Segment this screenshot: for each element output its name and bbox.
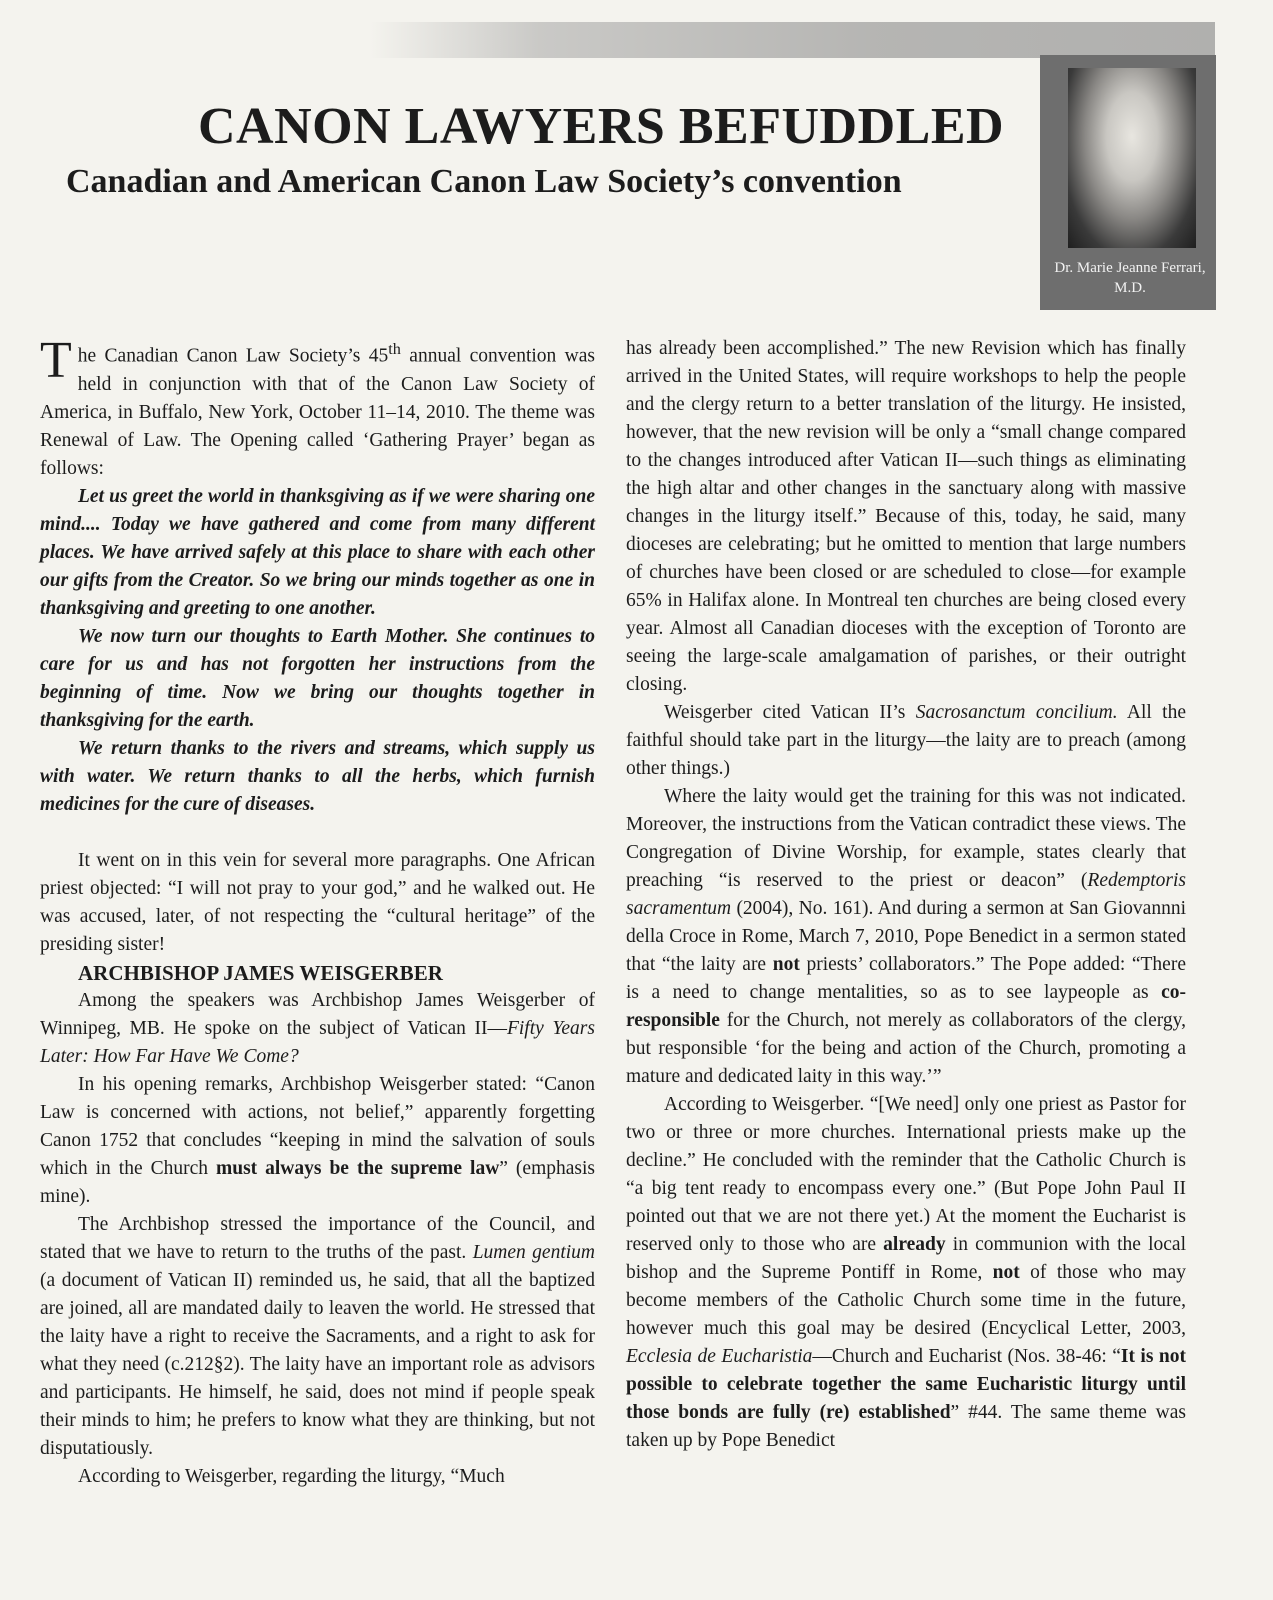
- vein-paragraph: It went on in this vein for several more paragraphs. One African priest objected: “I will not pray to your god,” and he walked out. He was accused, later, of not respecting the “cultural heritage” of the presiding sister!: [40, 849, 595, 955]
- left-column: [40, 332, 596, 1491]
- subheadline: Canadian and American Canon Law Society’s convention: [66, 163, 902, 200]
- prayer-paragraph-1: Let us greet the world in thanksgiving as if we were sharing one mind.... Today we have gathered and come from many different places. We have arrived safely at this place to share with each other our gifts from the Creator. So we bring our minds together as one in thanksgiving and greeting to one another.: [40, 485, 595, 619]
- section-heading: ARCHBISHOP JAMES WEISGERBER: [78, 960, 443, 985]
- continuation-paragraph: has already been accomplished.” The new Revision which has finally arrived in the United States, will require workshops to help the people and the clergy return to a better translation of the liturgy. He insisted, however, that the new revision will be only a “small change compared to the changes introduced after Vatican II—such things as eliminating the high altar and other changes in the sanctuary along with massive changes in the liturgy itself.” Because of this, today, he said, many dioceses are celebrating; but he omitted to mention that large numbers of churches have been closed or are scheduled to close—for example 65% in Halifax alone. In Montreal ten churches are being closed every year. Almost all Canadian dioceses with the exception of Toronto are seeing the large-scale amalgamation of parishes, or their outright closing.: [626, 338, 1186, 695]
- author-photo: [1068, 68, 1196, 248]
- photo-caption: Dr. Marie Jeanne Ferrari, M.D.: [1054, 260, 1206, 296]
- opening-remarks-paragraph: In his opening remarks, Archbishop Weisgerber stated: “Canon Law is concerned with actions, not belief,” apparently forgetting Canon 1752 that concludes “keeping in mind the salvation of souls which in the Church must always be the supreme law” (emphasis mine).: [40, 1073, 595, 1207]
- prayer-paragraph-3: We return thanks to the rivers and streams, which supply us with water. We return thanks to all the herbs, which furnish medicines for the cure of diseases.: [40, 737, 595, 815]
- cited-paragraph: Weisgerber cited Vatican II’s Sacrosanctum concilium. All the faithful should take part in the liturgy—the laity are to preach (among other things.): [626, 702, 1186, 779]
- right-column: [626, 335, 1186, 1455]
- intro-paragraph: The Canadian Canon Law Society’s 45th annual convention was held in conjunction with that of the Canon Law Society of America, in Buffalo, New York, October 11–14, 2010. The theme was Renewal of Law. The Opening called ‘Gathering Prayer’ began as follows:: [40, 332, 595, 479]
- paragraph-gap: [40, 819, 595, 847]
- drop-cap: T: [40, 332, 72, 389]
- headline: CANON LAWYERS BEFUDDLED: [198, 98, 1005, 155]
- prayer-paragraph-2: We now turn our thoughts to Earth Mother. She continues to care for us and has not forgotten her instructions from the beginning of time. Now we bring our thoughts together in thanksgiving for the earth.: [40, 625, 595, 731]
- liturgy-paragraph-start: According to Weisgerber, regarding the liturgy, “Much: [78, 1465, 505, 1487]
- header-texture-band: [370, 22, 1215, 58]
- speakers-paragraph: Among the speakers was Archbishop James Weisgerber of Winnipeg, MB. He spoke on the subject of Vatican II—Fifty Years Later: How Far Have We Come?: [40, 989, 595, 1067]
- according-paragraph: According to Weisgerber. “[We need] only one priest as Pastor for two or three or more churches. International priests make up the decline.” He concluded with the reminder that the Catholic Church is “a big tent ready to encompass every one.” (But Pope John Paul II pointed out that we are not there yet.) At the moment the Eucharist is reserved only to those who are already in communion with the local bishop and the Supreme Pontiff in Rome, not of those who may become members of the Catholic Church some time in the future, however much this goal may be desired (Encyclical Letter, 2003, Ecclesia de Eucharistia—Church and Eucharist (Nos. 38-46: “It is not possible to celebrate together the same Eucharistic liturgy until those bonds are fully (re) established” #44. The same theme was taken up by Pope Benedict: [626, 1094, 1187, 1451]
- council-paragraph: The Archbishop stressed the importance of the Council, and stated that we have to return to the truths of the past. Lumen gentium (a document of Vatican II) reminded us, he said, that all the baptized are joined, all are mandated daily to leaven the world. He stressed that the laity have a right to receive the Sacraments, and a right to ask for what they need (c.212§2). The laity have an important role as advisors and participants. He himself, he said, does not mind if people speak their minds to him; he prefers to know what they are thinking, but not disputatiously.: [40, 1213, 596, 1459]
- training-paragraph: Where the laity would get the training for this was not indicated. Moreover, the instructions from the Vatican contradict these views. The Congregation of Divine Worship, for example, states clearly that preaching “is reserved to the priest or deacon” (Redemptoris sacramentum (2004), No. 161). And during a sermon at San Giovannni della Croce in Rome, March 7, 2010, Pope Benedict in a sermon stated that “the laity are not priests’ collaborators.” The Pope added: “There is a need to change mentalities, so as to see laypeople as co-responsible for the Church, not merely as collaborators of the clergy, but responsible ‘for the being and action of the Church, promoting a mature and dedicated laity in this way.’”: [626, 786, 1186, 1087]
